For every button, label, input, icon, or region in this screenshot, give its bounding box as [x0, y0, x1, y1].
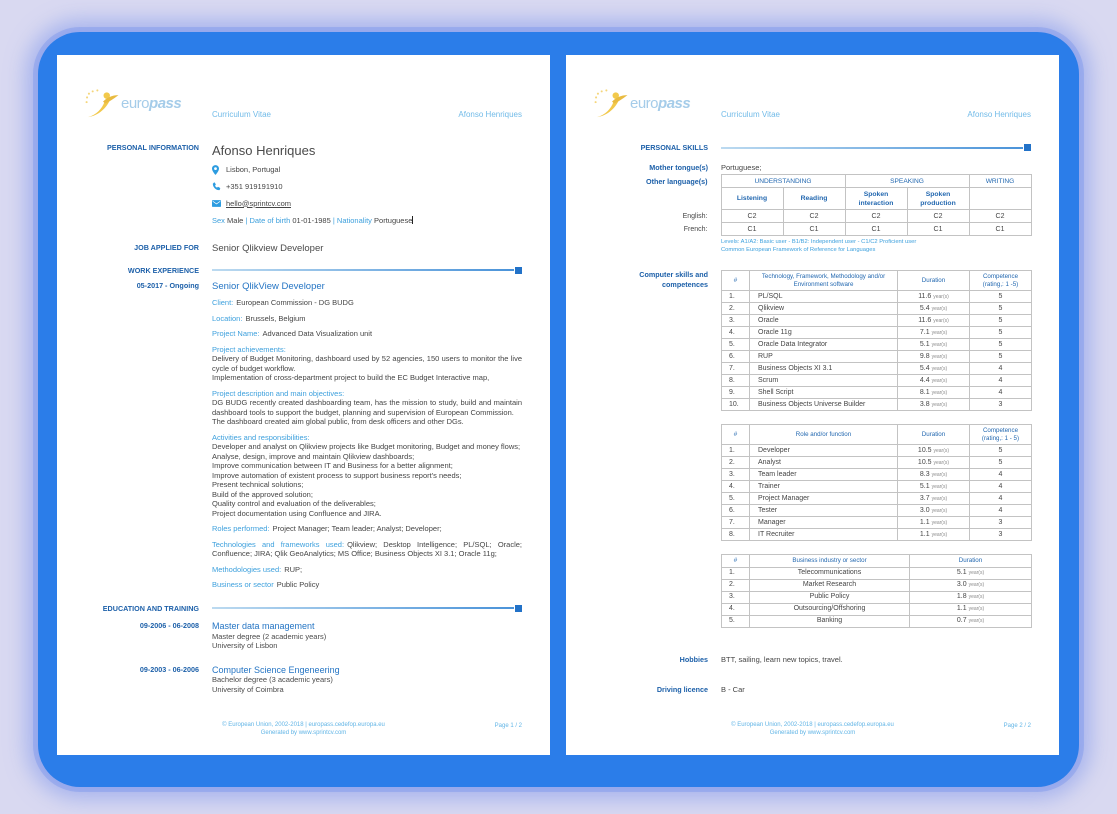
work-section-label: Project Name:: [212, 329, 260, 338]
row-number: 2.: [722, 457, 750, 469]
row-number: 10.: [722, 399, 750, 411]
work-section-line: Implementation of cross-department project to build the EC Budget Interactive map,: [212, 373, 490, 382]
levels-note-line2: Common European Framework of Reference for Languages: [721, 246, 876, 253]
technology-name: Oracle 11g: [750, 327, 898, 339]
language-name: English:: [682, 212, 708, 220]
competence-rating: 4: [970, 505, 1032, 517]
role-name: Tester: [750, 505, 898, 517]
work-section-line: Project documentation using Confluence and JIRA.: [212, 508, 382, 518]
cv-page-2: [566, 55, 1059, 755]
role-row: [722, 493, 1032, 505]
work-section-line: Improve communication between IT and Business for a better alignment;: [212, 461, 453, 470]
competence-rating: 4: [970, 481, 1032, 493]
dob-label: Date of birth: [249, 216, 291, 225]
work-section-line: Developer and analyst on Qlikview projects like Budget monitoring, Budget and money flows;: [212, 442, 521, 451]
role-row: [722, 529, 1032, 541]
row-number: 5.: [722, 339, 750, 351]
competence-rating: 3: [970, 399, 1032, 411]
duration-value: 1.1 year(s): [910, 603, 1032, 615]
technology-name: Business Objects Universe Builder: [750, 399, 898, 411]
technology-name: PL/SQL: [750, 291, 898, 303]
work-sections: [212, 298, 522, 590]
technology-row: [722, 375, 1032, 387]
duration-value: 1.8 year(s): [910, 591, 1032, 603]
job-applied-label: JOB APPLIED FOR: [134, 242, 199, 252]
duration-value: 5.4 year(s): [898, 363, 970, 375]
driving-licence-row: [566, 685, 1059, 695]
technology-skills-table: [721, 270, 1032, 411]
hobbies-value: BTT, sailing, learn new topics, travel.: [721, 654, 843, 664]
education-title: Computer Science Engeneering: [212, 664, 340, 675]
personal-skills-label: PERSONAL SKILLS: [640, 143, 708, 152]
work-experience-label: WORK EXPERIENCE: [127, 265, 199, 275]
job-applied-value: Senior Qlikview Developer: [212, 242, 324, 254]
work-section: [212, 329, 522, 339]
technology-row: [722, 315, 1032, 327]
work-section-text: Project Manager; Team leader; Analyst; Developer;: [272, 524, 442, 533]
work-section-label: Project description and main objectives:: [212, 388, 345, 398]
education-degree: Master degree (2 academic years): [212, 631, 327, 641]
footer-generated: Generated by www.sprintcv.com: [769, 730, 856, 736]
location-text: Lisbon, Portugal: [226, 165, 281, 175]
job-applied-section: [57, 243, 550, 254]
duration-value: 3.7 year(s): [898, 493, 970, 505]
work-section: [212, 580, 522, 590]
sex-label: Sex: [212, 216, 225, 225]
work-section: [212, 540, 522, 559]
work-section: [212, 298, 522, 308]
work-section-text: Advanced Data Visualization unit: [262, 329, 373, 338]
footer-copyright: © European Union, 2002-2018 | europass.cedefop.europa.eu: [731, 722, 894, 728]
work-section: [212, 345, 522, 383]
duration-value: 5.1 year(s): [898, 481, 970, 493]
duration-value: 8.1 year(s): [898, 387, 970, 399]
col-duration-header: Duration: [910, 555, 1032, 568]
role-row: [722, 505, 1032, 517]
technology-name: Oracle: [750, 315, 898, 327]
footer-generated: Generated by www.sprintcv.com: [260, 730, 347, 736]
competence-rating: 3: [970, 517, 1032, 529]
work-section-line: Improve automation of existent process to support business report's needs;: [212, 470, 462, 480]
level-cell: C1: [969, 223, 1031, 236]
work-section-line: The dashboard created aim global public, from desk officers and other DGs.: [212, 417, 464, 426]
duration-value: 3.8 year(s): [898, 399, 970, 411]
footer-copyright: © European Union, 2002-2018 | europass.cedefop.europa.eu: [222, 722, 385, 728]
rule-end-square: [1024, 144, 1031, 151]
page-number: Page 1 / 2: [494, 723, 522, 729]
level-cell: C2: [907, 210, 969, 223]
mother-tongue-label: Mother tongue(s): [649, 162, 708, 172]
technology-row: [722, 291, 1032, 303]
col-role-header: Role and/or function: [750, 425, 898, 445]
duration-value: 4.4 year(s): [898, 375, 970, 387]
work-section-text: Brussels, Belgium: [245, 313, 306, 323]
computer-skills-label: Computer skills and competences: [639, 270, 708, 289]
education-university: University of Coimbra: [212, 684, 284, 694]
row-number: 5.: [722, 493, 750, 505]
work-section-line: Analyse, design, improve and maintain Qlikview dashboards;: [212, 451, 415, 461]
work-section: [212, 433, 522, 519]
work-section-line: DG BUDG recently created dashboarding team, has the mission to study, build and maintain dashboard tools to support the budget, planning and supervision of European Commission.: [212, 398, 522, 417]
col-num-header: #: [722, 555, 750, 568]
rule-end-square: [515, 267, 522, 274]
row-number: 6.: [722, 351, 750, 363]
document-type: Curriculum Vitae: [212, 109, 271, 119]
competence-rating: 4: [970, 387, 1032, 399]
computer-skills-section: [566, 270, 1059, 641]
duration-value: 11.6 year(s): [898, 315, 970, 327]
level-cell: C1: [845, 223, 907, 236]
row-number: 7.: [722, 363, 750, 375]
level-cell: C2: [721, 210, 783, 223]
personal-skills-heading: [566, 143, 1059, 153]
europass-logo: [83, 89, 212, 119]
row-number: 2.: [722, 579, 750, 591]
mother-tongue-row: [566, 163, 1059, 173]
duration-value: 10.5 year(s): [898, 445, 970, 457]
education-label: EDUCATION AND TRAINING: [102, 603, 199, 613]
education-university: University of Lisbon: [212, 641, 278, 650]
sector-name: Telecommunications: [750, 567, 910, 579]
europass-logo: [592, 89, 721, 119]
work-period: 05-2017 - Ongoing: [136, 281, 199, 290]
section-rule: [721, 143, 1031, 153]
col-duration-header: Duration: [898, 425, 970, 445]
work-section-label: Business or sector: [212, 580, 274, 589]
sector-name: Market Research: [750, 579, 910, 591]
role-row: [722, 469, 1032, 481]
row-number: 4.: [722, 481, 750, 493]
levels-note-line1: Levels: A1/A2: Basic user - B1/B2: Independent user - C1/C2 Proficient user: [721, 239, 917, 245]
sector-row: [722, 579, 1032, 591]
sector-row: [722, 615, 1032, 627]
work-experience-entry: [57, 281, 550, 590]
duration-value: 10.5 year(s): [898, 457, 970, 469]
col-sector-header: Business industry or sector: [750, 555, 910, 568]
section-rule: [212, 266, 522, 276]
technology-row: [722, 399, 1032, 411]
role-row: [722, 457, 1032, 469]
competence-rating: 4: [970, 375, 1032, 387]
page-number: Page 2 / 2: [1003, 723, 1031, 729]
sector-row: [722, 603, 1032, 615]
competence-rating: 4: [970, 493, 1032, 505]
col-technology-header: Technology, Framework, Methodology and/or Environment software: [750, 271, 898, 291]
speaking-header: SPEAKING: [845, 175, 969, 188]
competence-rating: 5: [970, 351, 1032, 363]
work-section-label: Activities and responsibilities:: [212, 432, 310, 442]
work-section-text: Qlikview; Desktop Intelligence; PL/SQL; Oracle; Confluence; JIRA; Qlik GeoAnalytics; MS Office; Business Objects XI 3.1; Oracle 11g;: [212, 539, 522, 558]
driving-licence-value: B - Car: [721, 685, 745, 694]
work-section-label: Methodologies used:: [212, 564, 282, 574]
nationality-label: Nationality: [336, 216, 372, 225]
duration-value: 1.1 year(s): [898, 517, 970, 529]
education-degree: Bachelor degree (3 academic years): [212, 675, 333, 684]
email-line: [212, 199, 522, 209]
hobbies-row: [566, 655, 1059, 665]
work-section-line: Present technical solutions;: [212, 480, 304, 489]
competence-rating: 5: [970, 339, 1032, 351]
technology-name: Oracle Data Integrator: [750, 339, 898, 351]
education-entries: [57, 621, 550, 694]
sector-row: [722, 567, 1032, 579]
role-name: Analyst: [750, 457, 898, 469]
page-header: [566, 85, 1059, 119]
education-period: 09-2003 - 06-2006: [139, 664, 199, 674]
business-sector-table: [721, 554, 1032, 628]
row-number: 1.: [722, 445, 750, 457]
work-section-text: European Commission - DG BUDG: [236, 298, 354, 307]
language-row: [566, 210, 1031, 223]
language-name: French:: [683, 225, 708, 233]
competence-rating: 3: [970, 529, 1032, 541]
separator: |: [332, 216, 335, 225]
duration-value: 9.8 year(s): [898, 351, 970, 363]
europass-logo-text: europass: [121, 95, 182, 113]
duration-value: 3.0 year(s): [898, 505, 970, 517]
hobbies-label: Hobbies: [679, 654, 708, 664]
mother-tongue-value: Portuguese;: [721, 162, 762, 172]
row-number: 1.: [722, 291, 750, 303]
level-cell: C1: [907, 223, 969, 236]
row-number: 4.: [722, 327, 750, 339]
competence-rating: 5: [970, 457, 1032, 469]
role-name: Team leader: [750, 469, 898, 481]
work-section-label: Roles performed:: [212, 524, 270, 533]
writing-header: WRITING: [969, 175, 1031, 188]
language-levels-note: [566, 236, 1059, 254]
duration-value: 7.1 year(s): [898, 327, 970, 339]
technology-row: [722, 339, 1032, 351]
spoken-production-header: Spoken production: [907, 188, 969, 210]
role-name: Trainer: [750, 481, 898, 493]
work-section: [212, 565, 522, 575]
level-cell: C2: [783, 210, 845, 223]
row-number: 2.: [722, 303, 750, 315]
understanding-header: UNDERSTANDING: [721, 175, 845, 188]
phone-icon: [212, 182, 226, 191]
row-number: 7.: [722, 517, 750, 529]
work-section-line: Delivery of Budget Monitoring, dashboard used by 52 agencies, 150 users to monitor the live cycle of budget workflow.: [212, 354, 522, 373]
technology-row: [722, 327, 1032, 339]
technology-name: Qlikview: [750, 303, 898, 315]
work-section-text: RUP;: [284, 564, 303, 574]
personal-information-label: PERSONAL INFORMATION: [107, 143, 199, 152]
duration-value: 5.4 year(s): [898, 303, 970, 315]
work-section-label: Technologies and frameworks used:: [212, 539, 345, 549]
competence-rating: 5: [970, 291, 1032, 303]
row-number: 3.: [722, 469, 750, 481]
separator: |: [245, 216, 248, 225]
nationality-value: Portuguese: [374, 216, 413, 225]
work-section-line: Quality control and evaluation of the deliverables;: [212, 499, 376, 508]
person-name: Afonso Henriques: [212, 143, 316, 158]
work-section-line: Build of the approved solution;: [212, 489, 313, 499]
document-type: Curriculum Vitae: [721, 109, 780, 119]
phone-line: [212, 182, 522, 192]
row-number: 8.: [722, 375, 750, 387]
listening-header: Listening: [721, 188, 783, 210]
language-row: [566, 223, 1031, 236]
europass-logo-icon: [83, 89, 123, 119]
education-title: Master data management: [212, 621, 315, 631]
level-cell: C2: [845, 210, 907, 223]
duration-value: 5.1 year(s): [898, 339, 970, 351]
competence-rating: 5: [970, 315, 1032, 327]
duration-value: 0.7 year(s): [910, 615, 1032, 627]
location-pin-icon: [212, 165, 226, 175]
role-name: IT Recruiter: [750, 529, 898, 541]
work-section: [212, 389, 522, 427]
role-name: Manager: [750, 517, 898, 529]
row-number: 1.: [722, 567, 750, 579]
col-competence-header: Competence (rating,: 1 -5): [970, 271, 1032, 291]
email-link[interactable]: hello@sprintcv.com: [226, 198, 291, 208]
technology-row: [722, 387, 1032, 399]
europass-logo-icon: [592, 89, 632, 119]
row-number: 3.: [722, 591, 750, 603]
personal-information-section: [57, 143, 550, 226]
work-section: [212, 314, 522, 324]
page-header: [57, 85, 550, 119]
col-num-header: #: [722, 425, 750, 445]
dob-value: 01-01-1985: [292, 216, 331, 225]
technology-row: [722, 363, 1032, 375]
driving-licence-label: Driving licence: [656, 685, 708, 694]
technology-row: [722, 351, 1032, 363]
europass-logo-text: europass: [630, 95, 691, 113]
role-row: [722, 517, 1032, 529]
education-entry: [57, 621, 550, 651]
work-section-text: Public Policy: [276, 580, 320, 589]
work-section-label: Location:: [212, 313, 243, 323]
section-rule: [212, 604, 522, 614]
row-number: 6.: [722, 505, 750, 517]
row-number: 8.: [722, 529, 750, 541]
education-heading: [57, 604, 550, 614]
page2-footer: [594, 721, 1031, 737]
role-name: Developer: [750, 445, 898, 457]
work-experience-heading: [57, 266, 550, 276]
roles-table: [721, 424, 1032, 541]
work-section: [212, 524, 522, 534]
work-section-label: Client:: [212, 298, 234, 307]
rule-end-square: [515, 605, 522, 612]
level-cell: C1: [783, 223, 845, 236]
col-num-header: #: [722, 271, 750, 291]
document-viewer-frame: [38, 32, 1079, 787]
competence-rating: 5: [970, 445, 1032, 457]
work-section-label: Project achievements:: [212, 344, 286, 354]
sector-name: Outsourcing/Offshoring: [750, 603, 910, 615]
duration-value: 1.1 year(s): [898, 529, 970, 541]
page1-footer: [85, 721, 522, 737]
duration-value: 5.1 year(s): [910, 567, 1032, 579]
education-period: 09-2006 - 06-2008: [139, 621, 199, 630]
envelope-icon: [212, 200, 226, 207]
role-row: [722, 445, 1032, 457]
sector-name: Public Policy: [750, 591, 910, 603]
header-author-name: Afonso Henriques: [458, 109, 522, 119]
technology-row: [722, 303, 1032, 315]
sex-dob-nationality-line: [212, 216, 522, 226]
technology-name: Shell Script: [750, 387, 898, 399]
duration-value: 3.0 year(s): [910, 579, 1032, 591]
competence-rating: 5: [970, 303, 1032, 315]
technology-name: Scrum: [750, 375, 898, 387]
sector-row: [722, 591, 1032, 603]
row-number: 3.: [722, 315, 750, 327]
phone-text: +351 919191910: [226, 182, 283, 191]
languages-table: [566, 174, 1032, 236]
row-number: 5.: [722, 615, 750, 627]
role-row: [722, 481, 1032, 493]
education-entry: [57, 665, 550, 695]
duration-value: 11.6 year(s): [898, 291, 970, 303]
header-author-name: Afonso Henriques: [967, 109, 1031, 119]
sector-name: Banking: [750, 615, 910, 627]
competence-rating: 4: [970, 469, 1032, 481]
level-cell: C1: [721, 223, 783, 236]
level-cell: C2: [969, 210, 1031, 223]
duration-value: 8.3 year(s): [898, 469, 970, 481]
cv-page-1: [57, 55, 550, 755]
col-duration-header: Duration: [898, 271, 970, 291]
row-number: 9.: [722, 387, 750, 399]
col-competence-header: Competence (rating,: 1 - 5): [970, 425, 1032, 445]
row-number: 4.: [722, 603, 750, 615]
sex-value: Male: [227, 216, 244, 225]
other-languages-label: Other language(s): [645, 176, 708, 186]
competence-rating: 5: [970, 327, 1032, 339]
reading-header: Reading: [783, 188, 845, 210]
spoken-interaction-header: Spoken interaction: [845, 188, 907, 210]
location-line: [212, 165, 522, 175]
technology-name: RUP: [750, 351, 898, 363]
technology-name: Business Objects XI 3.1: [750, 363, 898, 375]
work-title: Senior QlikView Developer: [212, 281, 325, 292]
text-cursor: [412, 216, 413, 224]
role-name: Project Manager: [750, 493, 898, 505]
competence-rating: 4: [970, 363, 1032, 375]
